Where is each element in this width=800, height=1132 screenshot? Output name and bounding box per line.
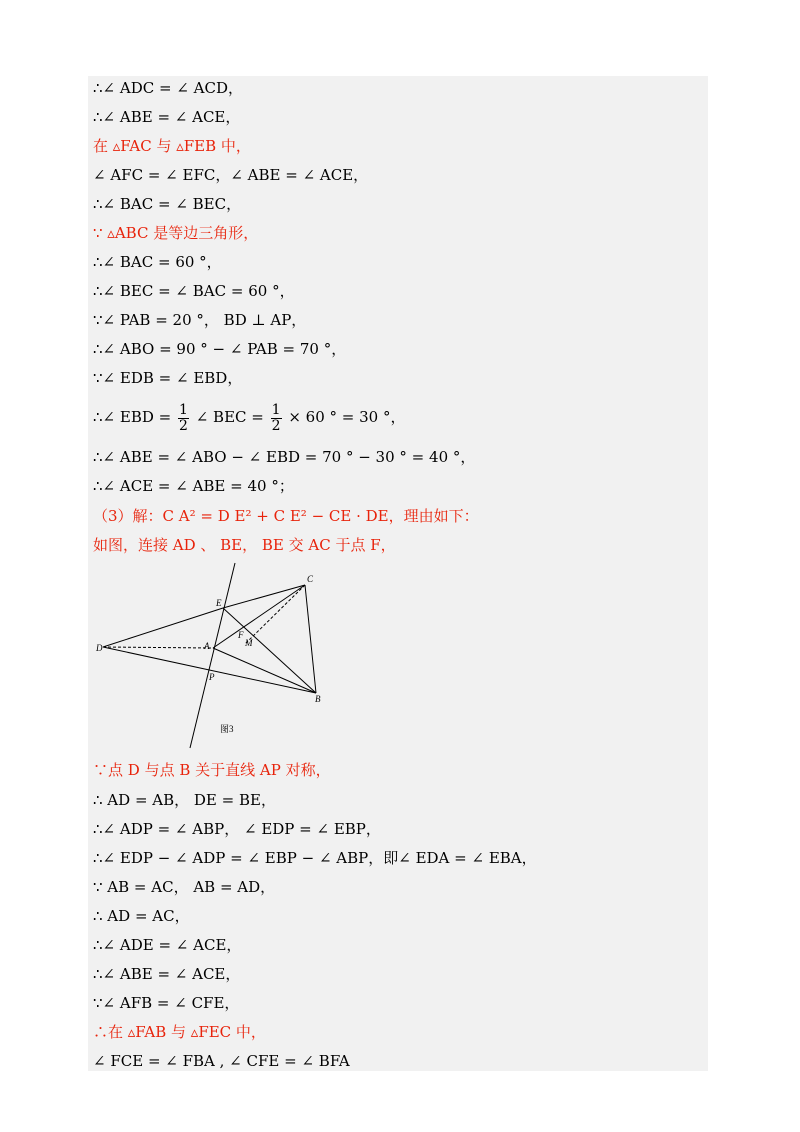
proof-line: ∴∠ EDP − ∠ ADP = ∠ EBP − ∠ ABP，即∠ EDA = ∠ EBA， [93,849,537,867]
fraction-half [271,403,282,434]
fraction-numerator: 1 [271,401,281,418]
proof-line: ∵ ▵ABC 是等边三角形， [93,224,259,242]
proof-line: ∵ AB = AC， AB = AD， [93,878,276,896]
proof-line: ∴∠ ADP = ∠ ABP， ∠ EDP = ∠ EBP， [93,820,381,838]
proof-line: ∴ AD = AB， DE = BE， [93,791,276,809]
point-label-a: A [204,641,210,651]
proof-line: ∠ AFC = ∠ EFC，∠ ABE = ∠ ACE， [93,166,369,184]
segment-da [103,647,213,648]
segment-cb [305,585,316,693]
proof-line: ∴∠ ABE = ∠ ABO − ∠ EBD = 70 ° − 30 ° = 40 °， [93,448,476,466]
proof-line: ∴∠ BEC = ∠ BAC = 60 °， [93,282,295,300]
proof-line: ∵∠ AFB = ∠ CFE， [93,994,240,1012]
proof-line: ∠ FCE = ∠ FBA , ∠ CFE = ∠ BFA [93,1052,350,1070]
proof-line: ∵∠ EDB = ∠ EBD， [93,369,243,387]
line-ap [190,563,235,748]
point-label-m: M [245,638,253,648]
point-label-b: B [315,694,321,704]
point-label-c: C [307,574,314,584]
proof-line: ∴ AD = AC， [93,907,190,925]
fraction-denominator: 2 [179,417,188,434]
fraction-line [93,400,405,434]
figure-caption: 图3 [220,724,234,734]
proof-line: ∴∠ ADC = ∠ ACD， [93,79,243,97]
proof-line: ∴∠ BAC = 60 °， [93,253,222,271]
segment-eb [223,608,316,693]
fraction-line-suffix: × 60 ° = 30 °， [288,408,406,426]
proof-line: （3）解：C A² = D E² + C E² − CE · DE，理由如下： [93,507,479,525]
proof-line: ∴∠ ACE = ∠ ABE = 40 °； [93,477,294,495]
proof-line: ∴∠ ADE = ∠ ACE， [93,936,242,954]
segment-ab [213,648,316,693]
fraction-half [178,403,189,434]
point-label-f: F [238,630,244,640]
geometry-figure [93,560,343,755]
point-label-d: D [96,643,103,653]
segment-db [103,647,316,693]
proof-line: ∴∠ ABE = ∠ ACE， [93,965,241,983]
fraction-line-mid: ∠ BEC = [195,408,264,426]
fraction-line-prefix: ∴∠ EBD = [93,408,172,426]
segment-ac [213,585,305,648]
point-label-p: P [209,672,215,682]
proof-line: ∴在 ▵FAB 与 ▵FEC 中， [93,1023,266,1041]
proof-line: ∴∠ BAC = ∠ BEC， [93,195,242,213]
proof-line: ∵∠ PAB = 20 °， BD ⊥ AP， [93,311,307,329]
proof-line: ∵点 D 与点 B 关于直线 AP 对称， [93,761,331,779]
fraction-denominator: 2 [271,417,281,434]
proof-line: 在 ▵FAC 与 ▵FEB 中， [93,137,251,155]
point-label-e: E [216,598,222,608]
proof-line: 如图，连接 AD 、 BE， BE 交 AC 于点 F， [93,536,396,554]
proof-line: ∴∠ ABO = 90 ° − ∠ PAB = 70 °， [93,340,347,358]
fraction-numerator: 1 [179,401,188,418]
proof-line: ∴∠ ABE = ∠ ACE， [93,108,241,126]
